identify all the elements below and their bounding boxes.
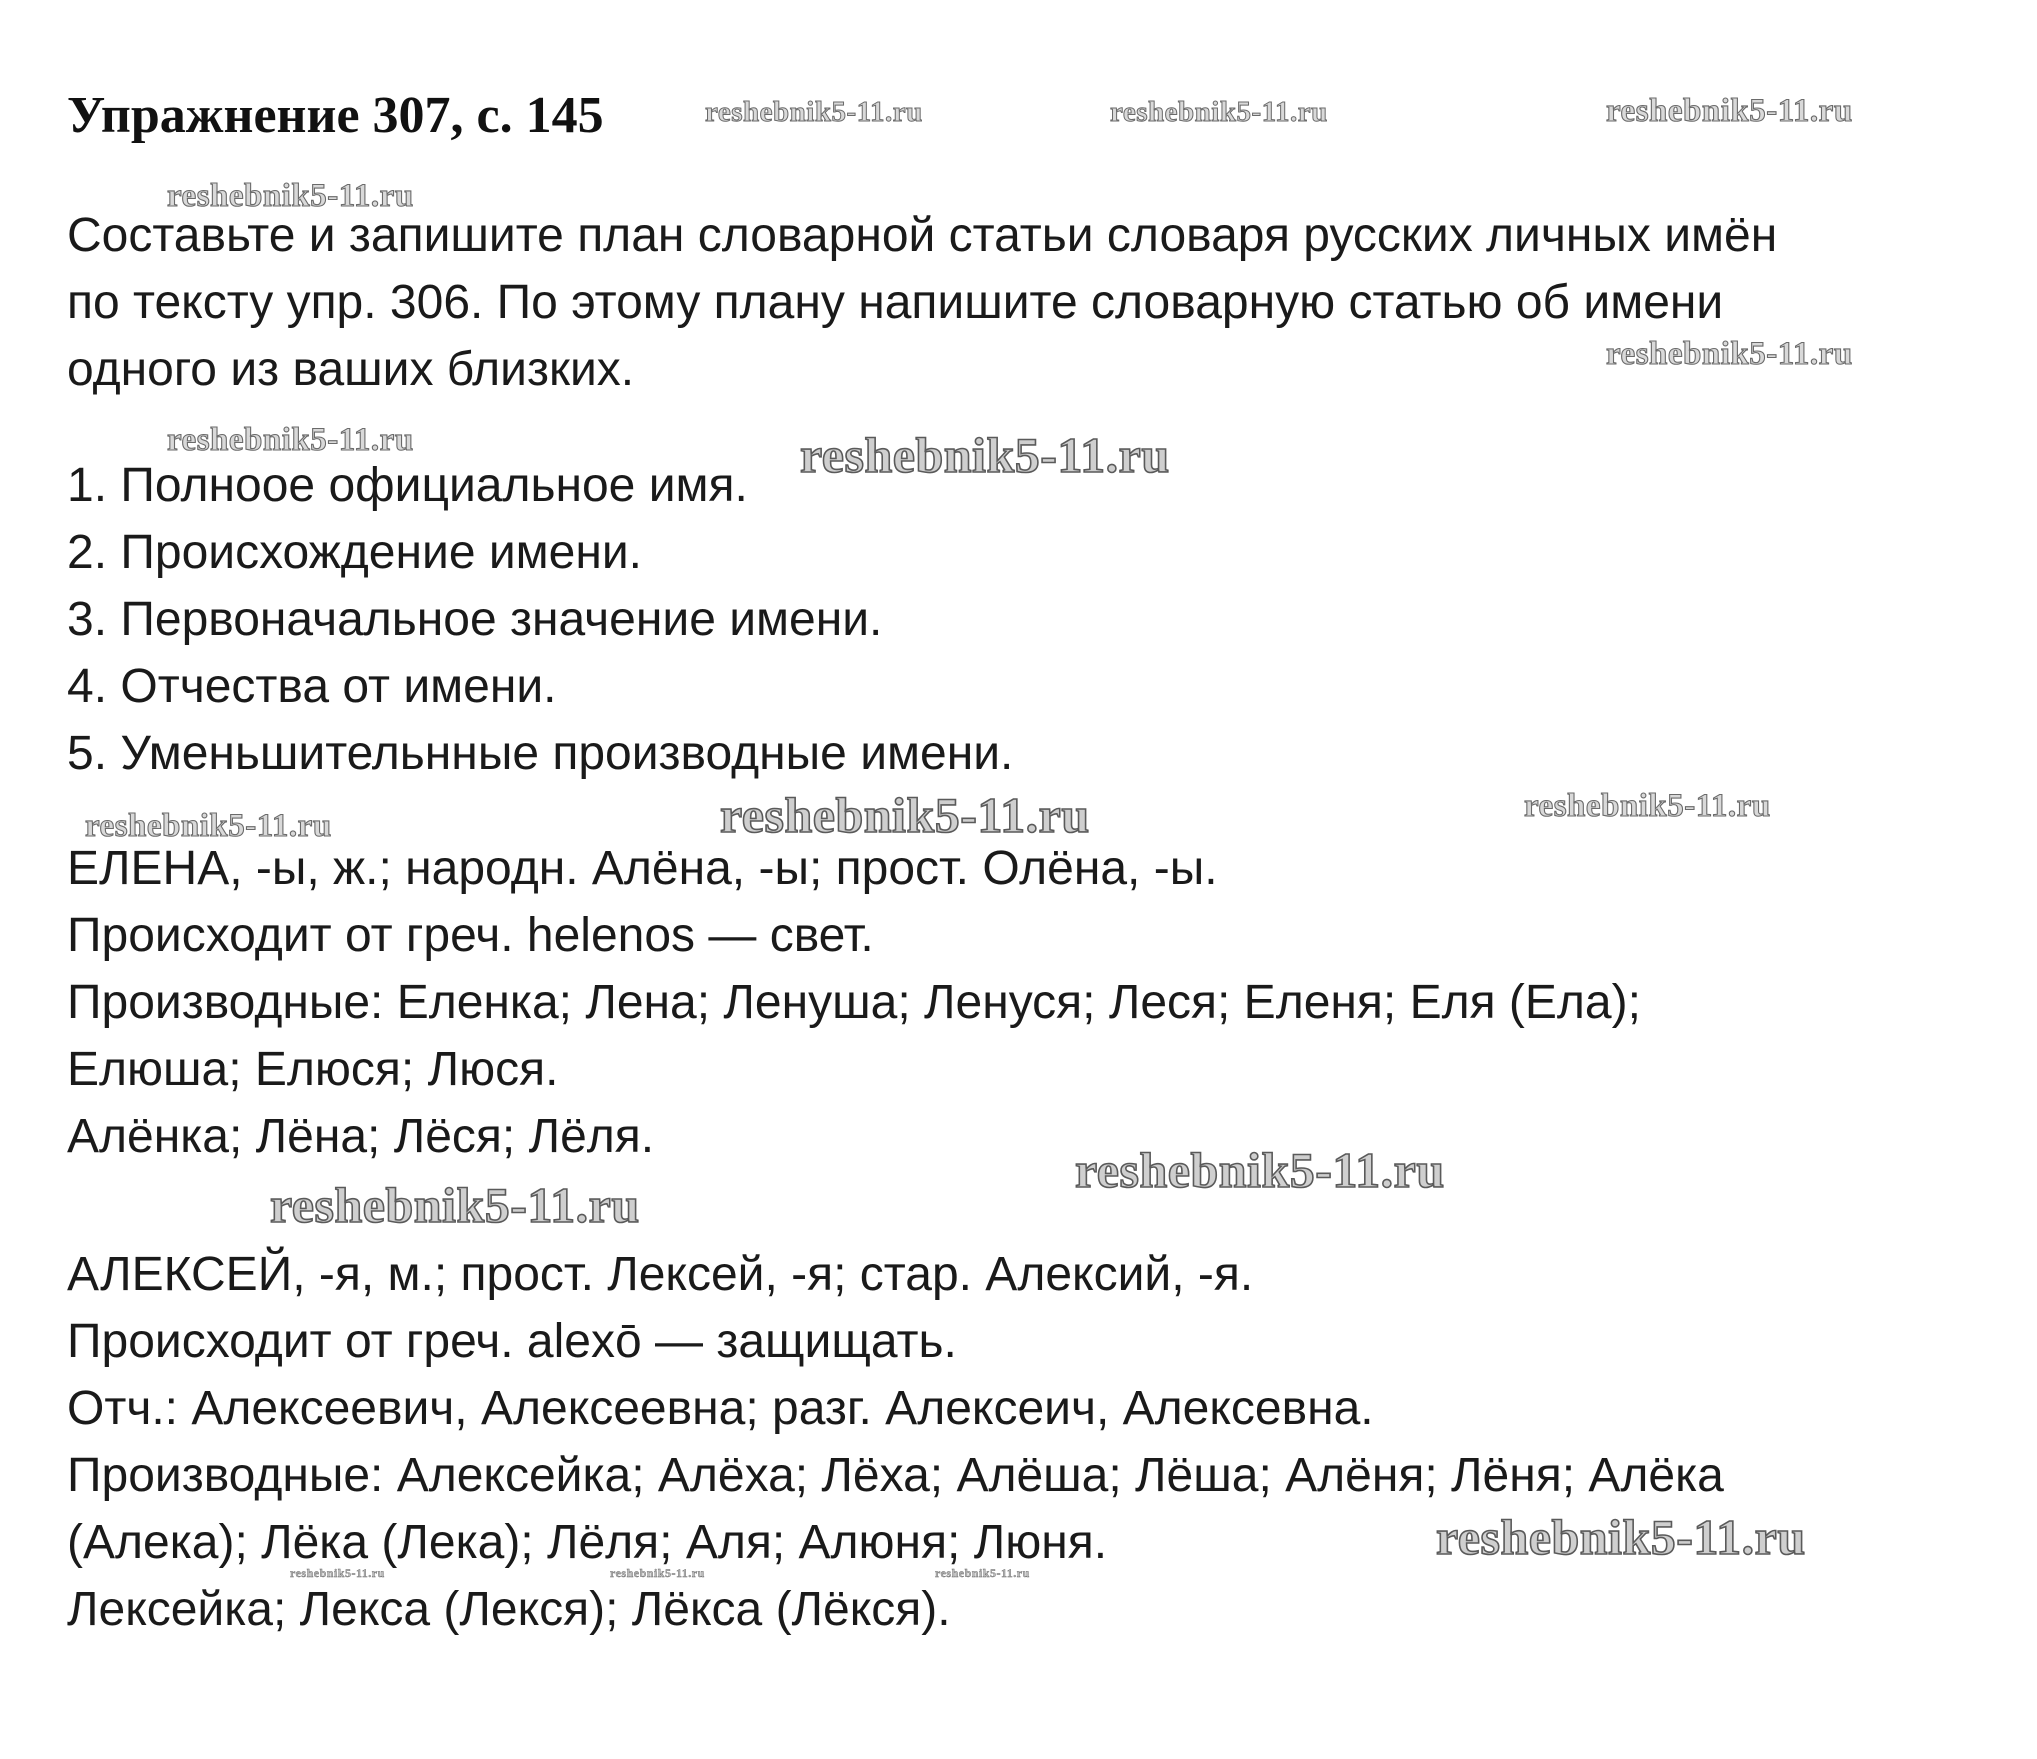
entry-line: (Алека); Лёка (Лека); Лёля; Аля; Алюня; Люня. [67,1516,1108,1569]
watermark: reshebnik5-11.ru [1110,96,1328,128]
dictionary-entry-aleksey [67,1241,1724,1643]
watermark: reshebnik5-11.ru [935,1566,1030,1580]
watermark: reshebnik5-11.ru [800,427,1170,483]
watermark: reshebnik5-11.ru [720,787,1090,843]
plan-item: 2. Происхождение имени. [67,526,643,579]
plan-item: 5. Уменьшительнные производные имени. [67,727,1014,780]
watermark: reshebnik5-11.ru [1606,93,1853,129]
task-text [67,202,1777,403]
entry-line: АЛЕКСЕЙ, -я, м.; прост. Лексей, -я; стар. Алексий, -я. [67,1248,1254,1301]
entry-line: ЕЛЕНА, -ы, ж.; народн. Алёна, -ы; прост. Олёна, -ы. [67,842,1218,895]
entry-line: Алёнка; Лёна; Лёся; Лёля. [67,1110,655,1163]
plan-item: 1. Полноое официальное имя. [67,459,748,512]
exercise-title: Упражнение 307, с. 145 [67,87,604,144]
plan-list [67,452,1013,787]
entry-line: Происходит от греч. helenos — свет. [67,909,874,962]
entry-line: Лексейка; Лекса (Лекся); Лёкса (Лёкся). [67,1583,951,1636]
watermark: reshebnik5-11.ru [1606,336,1853,372]
watermark: reshebnik5-11.ru [1524,788,1771,824]
watermark: reshebnik5-11.ru [85,808,332,844]
watermark: reshebnik5-11.ru [610,1566,705,1580]
watermark: reshebnik5-11.ru [1436,1509,1806,1565]
entry-line: Производные: Алексейка; Алёха; Лёха; Алёша; Лёша; Алёня; Лёня; Алёка [67,1449,1724,1502]
task-line: по тексту упр. 306. По этому плану напишите словарную статью об имени [67,276,1724,329]
plan-item: 3. Первоначальное значение имени. [67,593,883,646]
watermark: reshebnik5-11.ru [270,1177,640,1233]
watermark: reshebnik5-11.ru [1075,1142,1445,1198]
entry-line: Отч.: Алексеевич, Алексеевна; разг. Алексеич, Алексевна. [67,1382,1374,1435]
watermark: reshebnik5-11.ru [705,96,923,128]
task-line: одного из ваших близких. [67,343,635,396]
task-line: Составьте и запишите план словарной статьи словаря русских личных имён [67,209,1778,262]
plan-item: 4. Отчества от имени. [67,660,557,713]
dictionary-entry-elena [67,835,1641,1170]
entry-line: Происходит от греч. alexō — защищать. [67,1315,957,1368]
watermark: reshebnik5-11.ru [167,422,414,458]
watermark: reshebnik5-11.ru [167,178,414,214]
watermark: reshebnik5-11.ru [290,1566,385,1580]
entry-line: Елюша; Елюся; Люся. [67,1043,559,1096]
entry-line: Производные: Еленка; Лена; Ленуша; Ленуся; Леся; Еленя; Еля (Ела); [67,976,1641,1029]
